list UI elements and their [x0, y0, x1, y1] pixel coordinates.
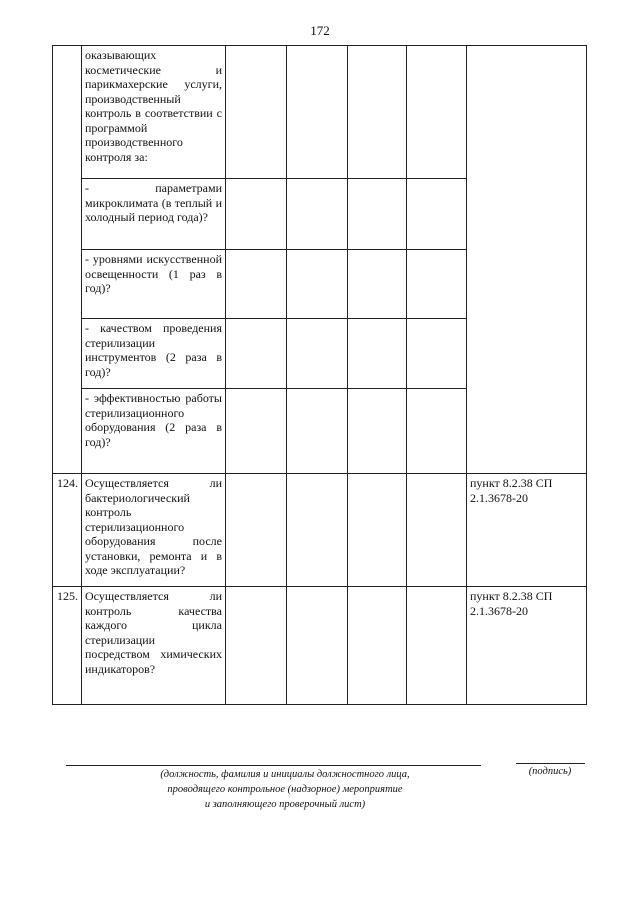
- answer-cell[interactable]: [348, 389, 407, 474]
- official-caption-line: (должность, фамилия и инициалы должностного лица,: [160, 769, 410, 780]
- table-row: [53, 46, 587, 179]
- question-text: - уровнями искусственной освещенности (1 раз в год)?: [82, 250, 226, 319]
- answer-cell[interactable]: [348, 319, 407, 389]
- table-row: [53, 587, 587, 705]
- answer-cell[interactable]: [407, 319, 467, 389]
- official-caption-line: проводящего контрольное (надзорное) мероприятие: [167, 784, 403, 795]
- answer-cell[interactable]: [226, 587, 287, 705]
- row-number: 125.: [53, 587, 82, 705]
- answer-cell[interactable]: [287, 179, 348, 250]
- answer-cell[interactable]: [226, 250, 287, 319]
- question-text: - качеством проведения стерилизации инструментов (2 раза в год)?: [82, 319, 226, 389]
- answer-cell[interactable]: [226, 389, 287, 474]
- question-text: - эффективностью работы стерилизационного оборудования (2 раза в год)?: [82, 389, 226, 474]
- answer-cell[interactable]: [287, 250, 348, 319]
- answer-cell[interactable]: [407, 389, 467, 474]
- answer-cell[interactable]: [287, 474, 348, 587]
- answer-cell[interactable]: [287, 389, 348, 474]
- row-number: 124.: [53, 474, 82, 587]
- official-caption-line: и заполняющего проверочный лист): [204, 799, 366, 810]
- question-text: - параметрами микроклимата (в теплый и холодный период года)?: [82, 179, 226, 250]
- row-number: [53, 46, 82, 474]
- answer-cell[interactable]: [407, 474, 467, 587]
- answer-cell[interactable]: [287, 46, 348, 179]
- answer-cell[interactable]: [407, 46, 467, 179]
- table-row: [53, 474, 587, 587]
- answer-cell[interactable]: [407, 587, 467, 705]
- question-text: оказывающих косметические и парикмахерские услуги, производственный контроль в соответствии с программой производственного контроля за:: [82, 46, 226, 179]
- answer-cell[interactable]: [226, 179, 287, 250]
- checklist-table: [52, 45, 587, 705]
- answer-cell[interactable]: [226, 474, 287, 587]
- reference-cell: [467, 46, 587, 474]
- question-text: Осуществляется ли контроль качества каждого цикла стерилизации посредством химических индикаторов?: [82, 587, 226, 705]
- reference-cell: пункт 8.2.38 СП 2.1.3678-20: [467, 587, 587, 705]
- page-number: 172: [310, 23, 330, 38]
- answer-cell[interactable]: [348, 179, 407, 250]
- answer-cell[interactable]: [348, 587, 407, 705]
- answer-cell[interactable]: [348, 250, 407, 319]
- answer-cell[interactable]: [226, 319, 287, 389]
- answer-cell[interactable]: [407, 179, 467, 250]
- official-caption: [100, 767, 470, 812]
- signature-line[interactable]: [516, 763, 585, 764]
- answer-cell[interactable]: [226, 46, 287, 179]
- answer-cell[interactable]: [407, 250, 467, 319]
- answer-cell[interactable]: [348, 474, 407, 587]
- signature-caption: (подпись): [528, 766, 572, 777]
- answer-cell[interactable]: [348, 46, 407, 179]
- answer-cell[interactable]: [287, 587, 348, 705]
- question-text: Осуществляется ли бактериологический контроль стерилизационного оборудования после установки, ремонта и в ходе эксплуатации?: [82, 474, 226, 587]
- reference-cell: пункт 8.2.38 СП 2.1.3678-20: [467, 474, 587, 587]
- answer-cell[interactable]: [287, 319, 348, 389]
- official-signature-line[interactable]: [66, 765, 481, 766]
